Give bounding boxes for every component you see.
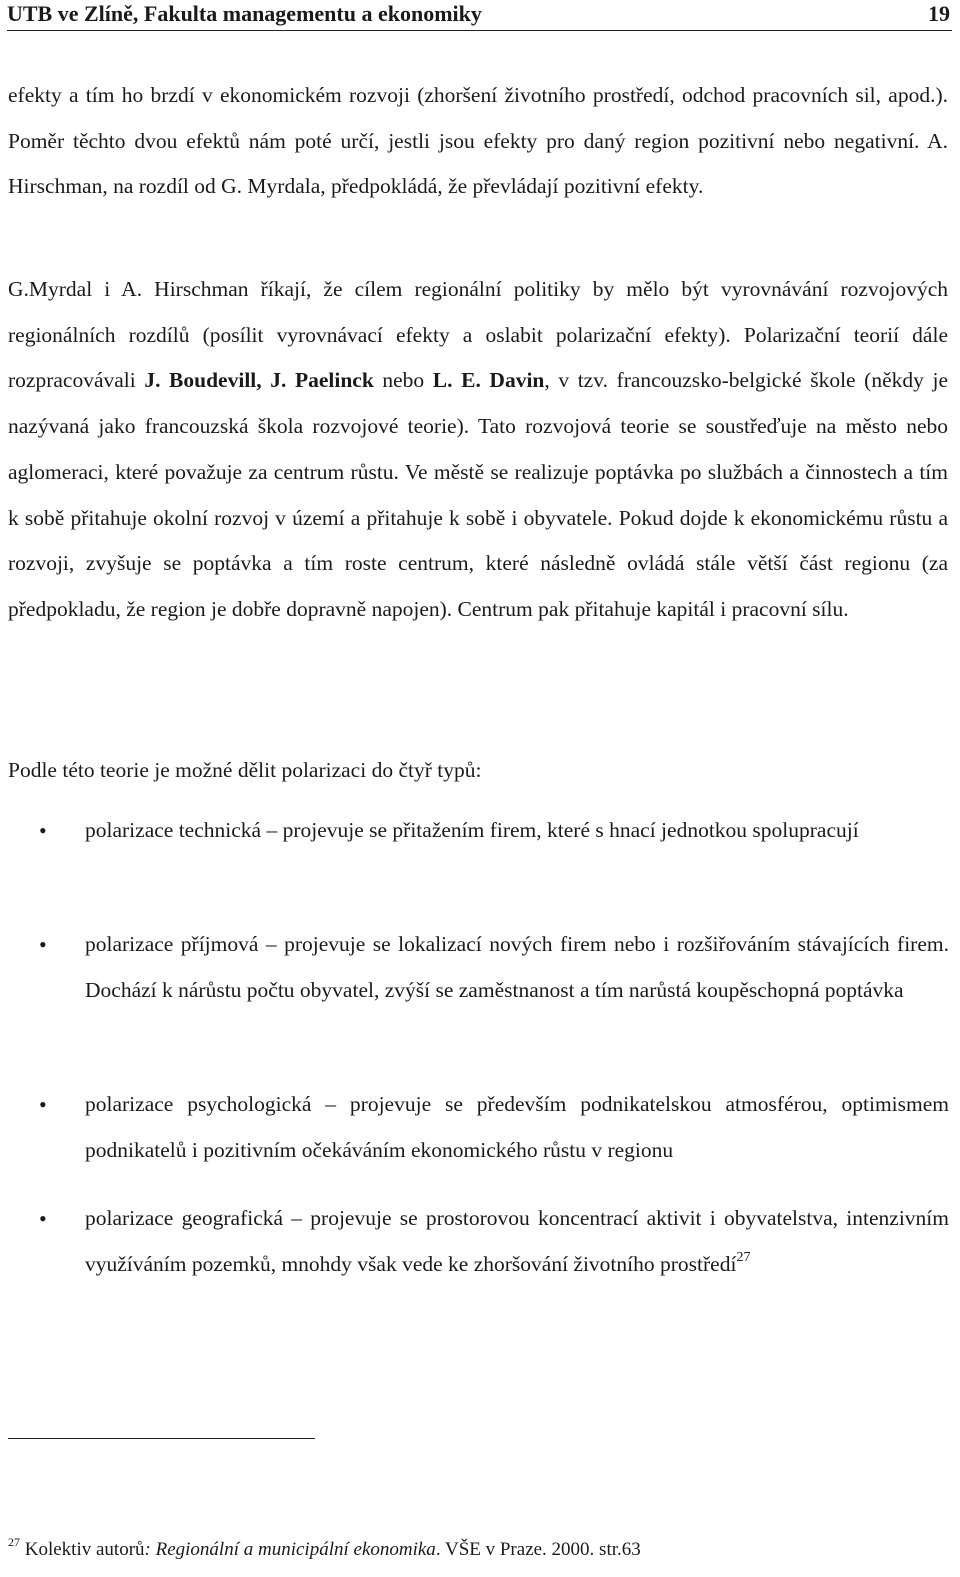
list-item-text: polarizace příjmová – projevuje se lokalizací nových firem nebo i rozšiřováním stávajících firem. Dochází k nárůstu počtu obyvatel, zvýší se zaměstnanost a tím narůstá koupěschopná poptávka [85, 932, 949, 1002]
paragraph-text-a: G.Myrdal i A. Hirschman říkají, že cílem regionální politiky by mělo být vyrovnávání rozvojových regionálních rozdílů (posílit vyrovnávací efekty a oslabit polarizační efekty). Polarizační teorií dále rozpracovávali [8, 277, 948, 393]
list-item [39, 808, 949, 854]
list-item [39, 922, 949, 1013]
list-item-text: polarizace geografická – projevuje se prostorovou koncentrací aktivit i obyvatelstva, intenzivním využíváním pozemků, mnohdy však vede ke zhoršování životního prostředí [85, 1206, 949, 1276]
bullet-icon: • [39, 1092, 47, 1117]
list-item [39, 1196, 949, 1287]
footnote-ref[interactable]: 27 [736, 1249, 751, 1265]
list-item-text: polarizace technická – projevuje se přitažením firem, které s hnací jednotkou spolupracují [85, 818, 859, 842]
footnote [8, 1534, 641, 1562]
paragraph-types-intro: Podle této teorie je možné dělit polarizaci do čtyř typů: [8, 758, 482, 782]
page-header [7, 0, 952, 31]
author-davin: L. E. Davin [432, 368, 545, 393]
list-item-text: polarizace psychologická – projevuje se především podnikatelskou atmosférou, optimismem podnikatelů i pozitivním očekáváním ekonomického růstu v regionu [85, 1092, 949, 1162]
footnote-author: Kolektiv autorů [24, 1539, 145, 1560]
footnote-title: Regionální a municipální ekonomika [155, 1539, 436, 1560]
bullet-icon: • [39, 1206, 47, 1231]
header-title: UTB ve Zlíně, Fakulta managementu a ekonomiky [7, 1, 482, 26]
bullet-icon: • [39, 818, 47, 843]
paragraph-polarization-theory [8, 267, 948, 633]
paragraph-efekty: efekty a tím ho brzdí v ekonomickém rozvoji (zhoršení životního prostředí, odchod pracovních sil, apod.). Poměr těchto dvou efektů nám poté určí, jestli jsou efekty pro daný region pozitivní nebo negativní. A. Hirschman, na rozdíl od G. Myrdala, předpokládá, že převládají pozitivní efekty. [8, 83, 948, 199]
footnote-divider [8, 1438, 315, 1439]
footnote-rest: . VŠE v Praze. 2000. str.63 [435, 1539, 641, 1560]
authors-boudevill-paelinck: J. Boudevill, J. Paelinck [144, 368, 374, 393]
footnote-separator: : [144, 1539, 156, 1560]
paragraph-text-b: nebo [373, 368, 433, 393]
bullet-icon: • [39, 932, 47, 957]
footnote-number: 27 [8, 1534, 20, 1549]
paragraph-text-c: , v tzv. francouzsko-belgické škole (někdy je nazývaná jako francouzská škola rozvojové teorie). Tato rozvojová teorie se soustřeďuje na město nebo aglomeraci, které považuje za centrum růstu. Ve městě se realizuje poptávka po službách a činnostech a tím k sobě přitahuje okolní rozvoj v území a přitahuje k sobě i obyvatele. Pokud dojde k ekonomickému růstu a rozvoji, zvyšuje se poptávka a tím roste centrum, které následně ovládá stále větší část regionu (za předpokladu, že region je dobře dopravně napojen). Centrum pak přitahuje kapitál i pracovní sílu. [8, 368, 948, 621]
list-item [39, 1082, 949, 1173]
page-number: 19 [928, 1, 950, 26]
